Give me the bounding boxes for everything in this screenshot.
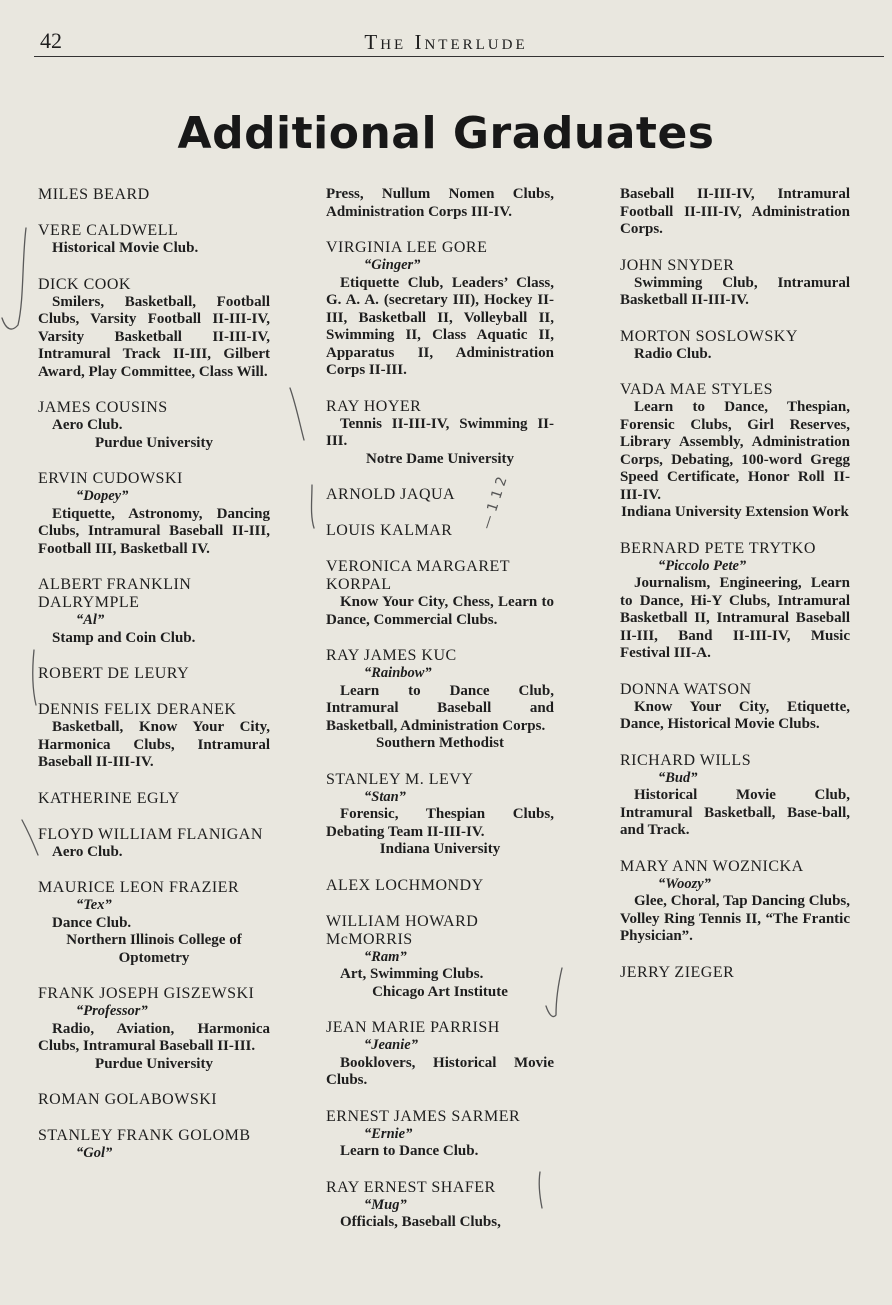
graduate-entry (326, 186, 554, 221)
graduate-name: MAURICE LEON FRAZIER (38, 879, 240, 896)
graduate-name: STANLEY M. LEVY (326, 770, 474, 788)
graduate-entry (38, 470, 270, 558)
handwritten-note: — 1 1 2 (478, 474, 511, 532)
graduate-activities: Swimming Club, Intramural Basketball II-III-IV. (620, 274, 850, 308)
graduate-name: JAMES COUSINS (38, 399, 168, 416)
graduate-nickname: “Jeanie” (364, 1037, 418, 1053)
graduate-name: VERONICA MARGARET KORPAL (326, 558, 510, 593)
graduate-name: KATHERINE EGLY (38, 789, 180, 807)
graduate-entry (38, 399, 270, 452)
graduate-name: RAY ERNEST SHAFER (326, 1178, 496, 1196)
graduate-name: ROBERT DE LEURY (38, 665, 190, 682)
graduate-activities: Journalism, Engineering, Learn to Dance, Hi-Y Clubs, Intramural Basketball II, Intramural Baseball II-III, Band II-III-IV, Music Festival III-A. (620, 575, 850, 661)
graduate-activities: Learn to Dance Club, Intramural Baseball and Basketball, Administration Corps. (326, 682, 554, 734)
graduate-nickname: “Ernie” (364, 1125, 413, 1142)
graduate-entry (38, 879, 270, 967)
graduate-nickname: “Professor” (76, 1003, 148, 1019)
graduate-school: Indiana University Extension Work (621, 504, 849, 520)
graduate-name: RICHARD WILLS (620, 751, 752, 769)
graduate-entry (38, 1127, 270, 1163)
graduate-name: ERVIN CUDOWSKI (38, 470, 183, 487)
graduate-activities: Know Your City, Etiquette, Dance, Historical Movie Clubs. (620, 698, 850, 732)
graduate-activities: Radio, Aviation, Harmonica Clubs, Intramural Baseball II-III. (38, 1020, 270, 1054)
graduate-nickname: “Ginger” (364, 257, 421, 273)
graduate-name: ALBERT FRANKLIN DALRYMPLE (38, 576, 192, 611)
graduate-name: ARNOLD JAQUA (326, 486, 456, 503)
graduate-entry (620, 381, 850, 522)
column-1 (38, 186, 270, 1181)
graduate-activities: Historical Movie Club. (52, 240, 199, 256)
graduate-entry (326, 522, 554, 540)
graduate-name: DICK COOK (38, 275, 131, 293)
graduate-activities: Booklovers, Historical Movie Clubs. (326, 1054, 554, 1088)
graduate-name: RAY HOYER (326, 397, 422, 415)
graduate-entry (38, 826, 270, 862)
graduate-name: ERNEST JAMES SARMER (326, 1107, 521, 1125)
graduate-school: Purdue University (95, 1055, 213, 1072)
graduate-name: ALEX LOCHMONDY (326, 876, 484, 894)
graduate-school: Northern Illinois College of Optometry (66, 932, 242, 966)
graduate-entry (38, 665, 270, 683)
graduate-nickname: “Rainbow” (364, 665, 432, 681)
graduate-school: Purdue University (95, 434, 213, 451)
graduate-school: Southern Methodist (376, 735, 504, 751)
page-title: Additional Graduates (177, 108, 715, 159)
graduate-school: Chicago Art Institute (372, 983, 508, 1000)
graduate-name: FLOYD WILLIAM FLANIGAN (38, 825, 263, 843)
graduate-activities: Aero Club. (52, 417, 123, 433)
graduate-activities: Glee, Choral, Tap Dancing Clubs, Volley Ring Tennis II, “The Frantic Physician”. (620, 893, 850, 944)
graduate-entry (326, 239, 554, 380)
graduate-entry (620, 681, 850, 734)
graduate-name: VIRGINIA LEE GORE (326, 239, 488, 256)
graduate-activities: Etiquette, Astronomy, Dancing Clubs, Intramural Baseball II-III, Football III, Basketball IV. (38, 505, 270, 557)
graduate-activities: Dance Club. (52, 914, 132, 931)
graduate-entry (620, 257, 850, 310)
graduate-entry (38, 576, 270, 647)
graduate-activities: Learn to Dance, Thespian, Forensic Clubs, Girl Reserves, Library Assembly, Administration Corps, Debating, 100-word Gregg Speed Certificate, Honor Roll II-III-IV. (620, 399, 850, 503)
graduate-name: BERNARD PETE TRYTKO (620, 539, 816, 557)
graduate-name: JEAN MARIE PARRISH (326, 1019, 500, 1036)
pencil-mark-3 (312, 485, 315, 528)
graduate-name: FRANK JOSEPH GISZEWSKI (38, 985, 255, 1002)
graduate-nickname: “Piccolo Pete” (658, 557, 747, 574)
graduate-nickname: “Gol” (76, 1145, 113, 1161)
graduate-name: MORTON SOSLOWSKY (620, 327, 798, 345)
graduate-activities: Know Your City, Chess, Learn to Dance, Commercial Clubs. (326, 594, 554, 628)
graduate-entry (38, 790, 270, 808)
graduate-activities: Learn to Dance Club. (340, 1143, 479, 1159)
page-number: 42 (40, 28, 62, 53)
graduate-nickname: “Stan” (364, 788, 406, 805)
graduate-activities: Aero Club. (52, 843, 123, 860)
graduate-entry (620, 858, 850, 946)
pencil-mark-5 (22, 820, 38, 855)
graduate-entry (38, 1091, 270, 1109)
graduate-entry (620, 540, 850, 663)
graduate-name: MILES BEARD (38, 186, 150, 203)
graduate-entry (38, 985, 270, 1073)
graduate-name: VADA MAE STYLES (620, 381, 773, 398)
graduate-activities: Art, Swimming Clubs. (340, 966, 484, 982)
graduate-activities: Radio Club. (634, 345, 712, 362)
graduate-nickname: “Dopey” (76, 488, 129, 504)
pencil-mark-2 (290, 388, 304, 440)
graduate-entry (326, 558, 554, 629)
graduate-entry (38, 186, 270, 204)
graduate-activities: Officials, Baseball Clubs, (340, 1214, 501, 1230)
graduate-nickname: “Woozy” (658, 875, 711, 892)
graduate-entry (326, 486, 554, 504)
graduate-activities: Forensic, Thespian Clubs, Debating Team II-III-IV. (326, 806, 554, 840)
graduate-name: STANLEY FRANK GOLOMB (38, 1127, 251, 1144)
graduate-activities: Etiquette Club, Leaders’ Class, G. A. A. (secretary III), Hockey II-III, Basketball II, Volleyball II, Swimming II, Class Aquatic II, Apparatus II, Administration Corps II-III. (326, 274, 554, 378)
graduate-name: RAY JAMES KUC (326, 647, 457, 664)
graduate-activities: Stamp and Coin Club. (52, 629, 196, 646)
graduate-entry (620, 752, 850, 840)
graduate-school: Notre Dame University (365, 450, 514, 467)
graduate-activities: Smilers, Basketball, Football Clubs, Varsity Football II-III-IV, Varsity Basketball II-III-IV, Intramural Track II-III, Gilbert Award, Play Committee, Class Will. (38, 293, 270, 380)
graduate-nickname: “Al” (76, 612, 105, 628)
graduate-entry (326, 771, 554, 859)
graduate-nickname: “Bud” (658, 769, 698, 786)
graduate-nickname: “Tex” (76, 897, 112, 913)
graduate-activities: Historical Movie Club, Intramural Basketball, Base-ball, and Track. (620, 787, 850, 838)
graduate-name: MARY ANN WOZNICKA (620, 857, 804, 875)
graduate-activities: Press, Nullum Nomen Clubs, Administration Corps III-IV. (326, 186, 554, 220)
graduate-entry (326, 647, 554, 753)
pencil-mark-1 (2, 228, 26, 329)
graduate-entry (326, 398, 554, 469)
graduate-name: VERE CALDWELL (38, 222, 179, 239)
graduate-entry (38, 222, 270, 258)
graduate-entry (620, 186, 850, 239)
graduate-name: LOUIS KALMAR (326, 522, 453, 539)
graduate-entry (326, 877, 554, 895)
graduate-nickname: “Mug” (364, 1196, 407, 1213)
graduate-entry (326, 1108, 554, 1161)
column-3 (620, 186, 850, 1000)
graduate-entry (620, 328, 850, 364)
graduate-entry (326, 1179, 554, 1232)
column-2 (326, 186, 554, 1250)
graduate-activities: Basketball, Know Your City, Harmonica Clubs, Intramural Baseball II-III-IV. (38, 719, 270, 770)
graduate-name: ROMAN GOLABOWSKI (38, 1091, 218, 1108)
running-title: The Interlude (364, 30, 528, 54)
graduate-entry (38, 701, 270, 772)
graduate-entry (620, 964, 850, 982)
graduate-activities: Tennis II-III-IV, Swimming II-III. (326, 415, 554, 449)
graduate-entry (326, 1019, 554, 1090)
graduate-activities: Baseball II-III-IV, Intramural Football II-III-IV, Administration Corps. (620, 186, 850, 237)
graduate-name: DONNA WATSON (620, 680, 752, 698)
pencil-mark-4 (33, 650, 36, 705)
graduate-name: WILLIAM HOWARD McMORRIS (326, 912, 479, 948)
header-rule (34, 56, 884, 57)
graduate-entry (326, 913, 554, 1002)
graduate-name: JERRY ZIEGER (620, 963, 735, 981)
graduate-entry (38, 276, 270, 382)
graduate-name: DENNIS FELIX DERANEK (38, 701, 237, 718)
graduate-nickname: “Ram” (364, 948, 407, 965)
graduate-name: JOHN SNYDER (620, 256, 735, 274)
graduate-school: Indiana University (379, 841, 501, 857)
